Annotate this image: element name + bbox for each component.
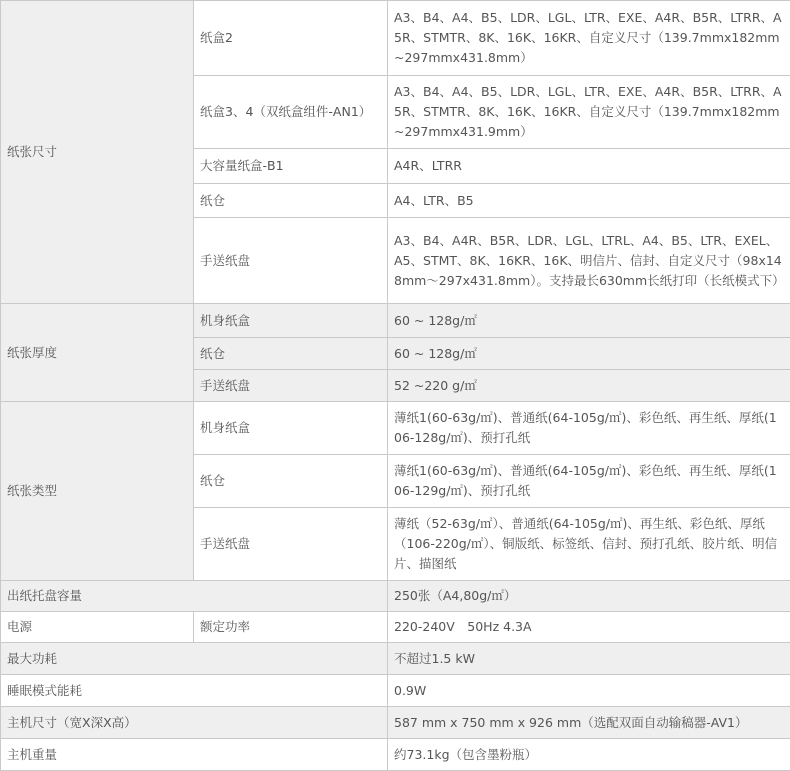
cell-value: 薄纸1(60-63g/㎡)、普通纸(64-105g/㎡)、彩色纸、再生纸、厚纸(106-129g/㎡)、预打孔纸	[388, 455, 790, 508]
cell-sub: 机身纸盒	[194, 304, 388, 338]
cell-value: A4R、LTRR	[388, 149, 790, 184]
cell-sub: 额定功率	[194, 612, 388, 643]
row-label-paper-weight: 纸张厚度	[1, 304, 194, 402]
cell-sub: 大容量纸盒-B1	[194, 149, 388, 184]
cell-sub: 纸盒3、4（双纸盒组件-AN1）	[194, 76, 388, 149]
cell-sub: 机身纸盒	[194, 402, 388, 455]
table-row	[1, 707, 790, 739]
cell-value: 薄纸（52-63g/㎡）、普通纸(64-105g/㎡)、再生纸、彩色纸、厚纸（106-220g/㎡）、铜版纸、标签纸、信封、预打孔纸、胶片纸、明信片、描图纸	[388, 508, 790, 581]
table-row	[1, 304, 790, 338]
cell-sub: 纸仓	[194, 455, 388, 508]
cell-value: 52 ~220 g/㎡	[388, 370, 790, 402]
cell-value: 587 mm x 750 mm x 926 mm（选配双面自动输稿器-AV1）	[388, 707, 790, 739]
row-label-output-tray: 出纸托盘容量	[1, 581, 388, 612]
cell-sub: 纸仓	[194, 184, 388, 218]
table-row	[1, 675, 790, 707]
cell-value: A3、B4、A4、B5、LDR、LGL、LTR、EXE、A4R、B5R、LTRR、A5R、STMTR、8K、16K、16KR、自定义尺寸（139.7mmx182mm~297mmx431.8mm）	[388, 1, 790, 76]
cell-value: 约73.1kg（包含墨粉瓶）	[388, 739, 790, 771]
table-row	[1, 643, 790, 675]
table-row	[1, 1, 790, 76]
cell-value: 0.9W	[388, 675, 790, 707]
table-row	[1, 581, 790, 612]
cell-sub: 纸盒2	[194, 1, 388, 76]
cell-sub: 手送纸盘	[194, 508, 388, 581]
row-label-max-power: 最大功耗	[1, 643, 388, 675]
row-label-paper-type: 纸张类型	[1, 402, 194, 581]
row-label-paper-size: 纸张尺寸	[1, 1, 194, 304]
cell-value: 250张（A4,80g/㎡）	[388, 581, 790, 612]
cell-sub: 纸仓	[194, 338, 388, 370]
table-row	[1, 402, 790, 455]
cell-value: 不超过1.5 kW	[388, 643, 790, 675]
cell-sub: 手送纸盘	[194, 370, 388, 402]
cell-value: 60 ~ 128g/㎡	[388, 338, 790, 370]
cell-value: 薄纸1(60-63g/㎡)、普通纸(64-105g/㎡)、彩色纸、再生纸、厚纸(106-128g/㎡)、预打孔纸	[388, 402, 790, 455]
cell-value: 220-240V 50Hz 4.3A	[388, 612, 790, 643]
cell-sub: 手送纸盘	[194, 218, 388, 304]
row-label-dimensions: 主机尺寸（宽X深X高）	[1, 707, 388, 739]
row-label-power: 电源	[1, 612, 194, 643]
cell-value: A3、B4、A4、B5、LDR、LGL、LTR、EXE、A4R、B5R、LTRR、A5R、STMTR、8K、16K、16KR、自定义尺寸（139.7mmx182mm~297mmx431.9mm）	[388, 76, 790, 149]
row-label-sleep-power: 睡眠模式能耗	[1, 675, 388, 707]
row-label-weight: 主机重量	[1, 739, 388, 771]
cell-value: A4、LTR、B5	[388, 184, 790, 218]
table-row	[1, 612, 790, 643]
cell-value: 60 ~ 128g/㎡	[388, 304, 790, 338]
cell-value: A3、B4、A4R、B5R、LDR、LGL、LTRL、A4、B5、LTR、EXEL、A5、STMT、8K、16KR、16K、明信片、信封、自定义尺寸（98x148mm～297x431.8mm）。支持最长630mm长纸打印（长纸模式下）	[388, 218, 790, 304]
